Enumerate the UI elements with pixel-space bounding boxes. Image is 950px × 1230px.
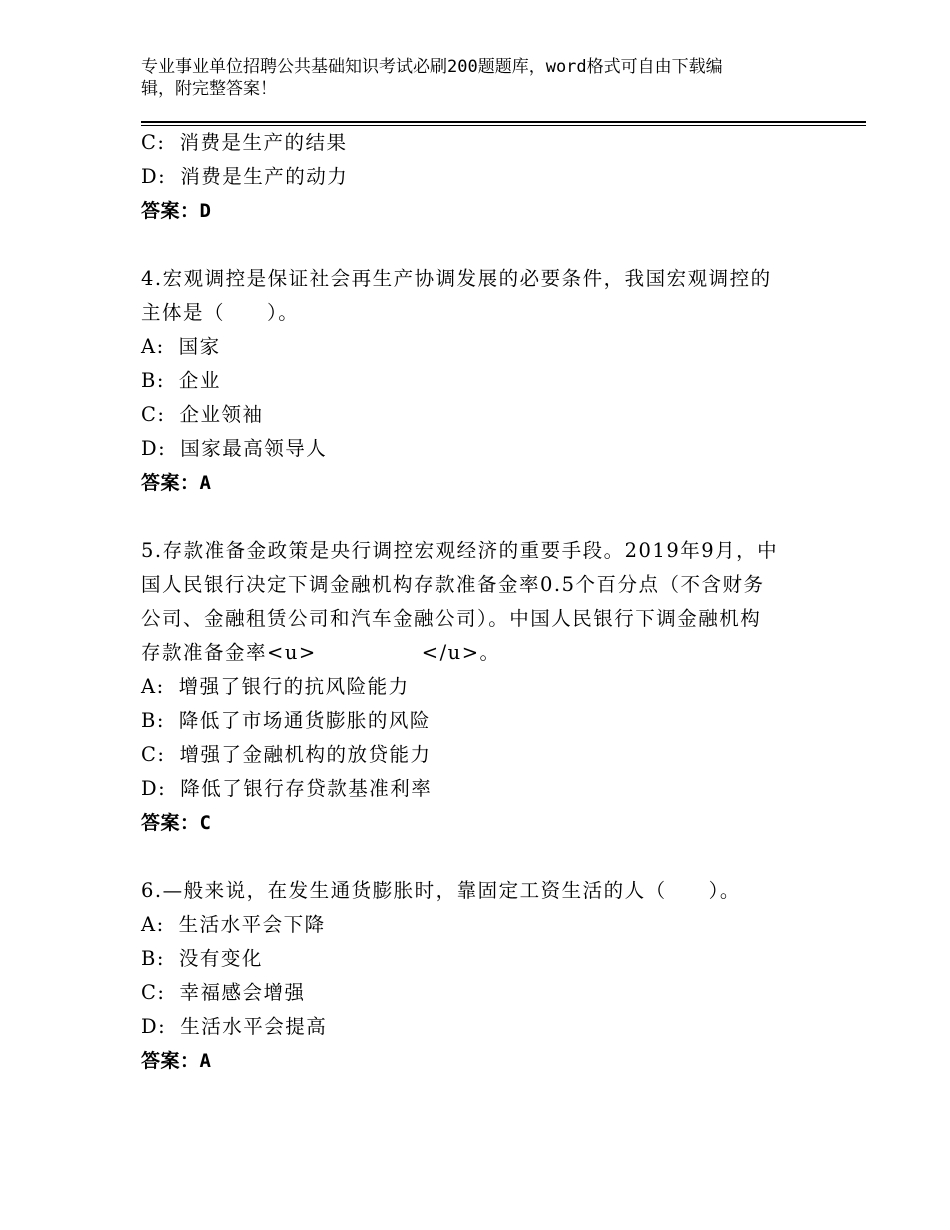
header-line-2: 辑，附完整答案！ <box>141 79 277 99</box>
answer-value: D <box>199 200 212 222</box>
answer-prefix: 答案： <box>141 1050 200 1072</box>
answer-value: A <box>199 472 212 494</box>
question-3 <box>141 126 801 228</box>
question-6 <box>141 874 801 1078</box>
option-b: B: 降低了市场通货膨胀的风险 <box>141 709 431 732</box>
question-stem: 5.存款准备金政策是央行调控宏观经济的重要手段。2019年9月，中 国人民银行决定下调金融机构存款准备金率0.5个百分点（不含财务 公司、金融租赁公司和汽车金融公司）。中国人民银行下调金融机构 存款准备金率<u> </u>。 <box>141 539 779 664</box>
question-5 <box>141 534 801 840</box>
page-header <box>141 56 801 100</box>
question-4 <box>141 262 801 500</box>
option-d: D: 国家最高领导人 <box>141 437 328 460</box>
option-c: C: 增强了金融机构的放贷能力 <box>141 743 432 766</box>
option-c: C: 消费是生产的结果 <box>141 131 348 154</box>
question-stem: 4.宏观调控是保证社会再生产协调发展的必要条件，我国宏观调控的 主体是（ ）。 <box>141 267 772 324</box>
option-b: B: 企业 <box>141 369 221 392</box>
option-a: A: 生活水平会下降 <box>141 913 326 936</box>
option-a: A: 增强了银行的抗风险能力 <box>141 675 410 698</box>
answer-line <box>141 466 801 500</box>
answer-prefix: 答案： <box>141 812 200 834</box>
option-b: B: 没有变化 <box>141 947 263 970</box>
option-a: A: 国家 <box>141 335 221 358</box>
answer-line <box>141 806 801 840</box>
header-rule-thick <box>141 121 866 123</box>
answer-prefix: 答案： <box>141 472 200 494</box>
header-line-1: 专业事业单位招聘公共基础知识考试必刷200题题库，word格式可自由下载编 <box>141 57 723 77</box>
option-d: D: 生活水平会提高 <box>141 1015 328 1038</box>
answer-value: C <box>199 812 212 834</box>
option-d: D: 降低了银行存贷款基准利率 <box>141 777 433 800</box>
option-c: C: 幸福感会增强 <box>141 981 306 1004</box>
answer-value: A <box>199 1050 212 1072</box>
answer-line <box>141 1044 801 1078</box>
document-body <box>141 126 801 1078</box>
question-stem: 6.—般来说，在发生通货膨胀时，靠固定工资生活的人（ ）。 <box>141 879 741 902</box>
answer-prefix: 答案： <box>141 200 200 222</box>
answer-line <box>141 194 801 228</box>
option-d: D: 消费是生产的动力 <box>141 165 349 188</box>
option-c: C: 企业领袖 <box>141 403 264 426</box>
